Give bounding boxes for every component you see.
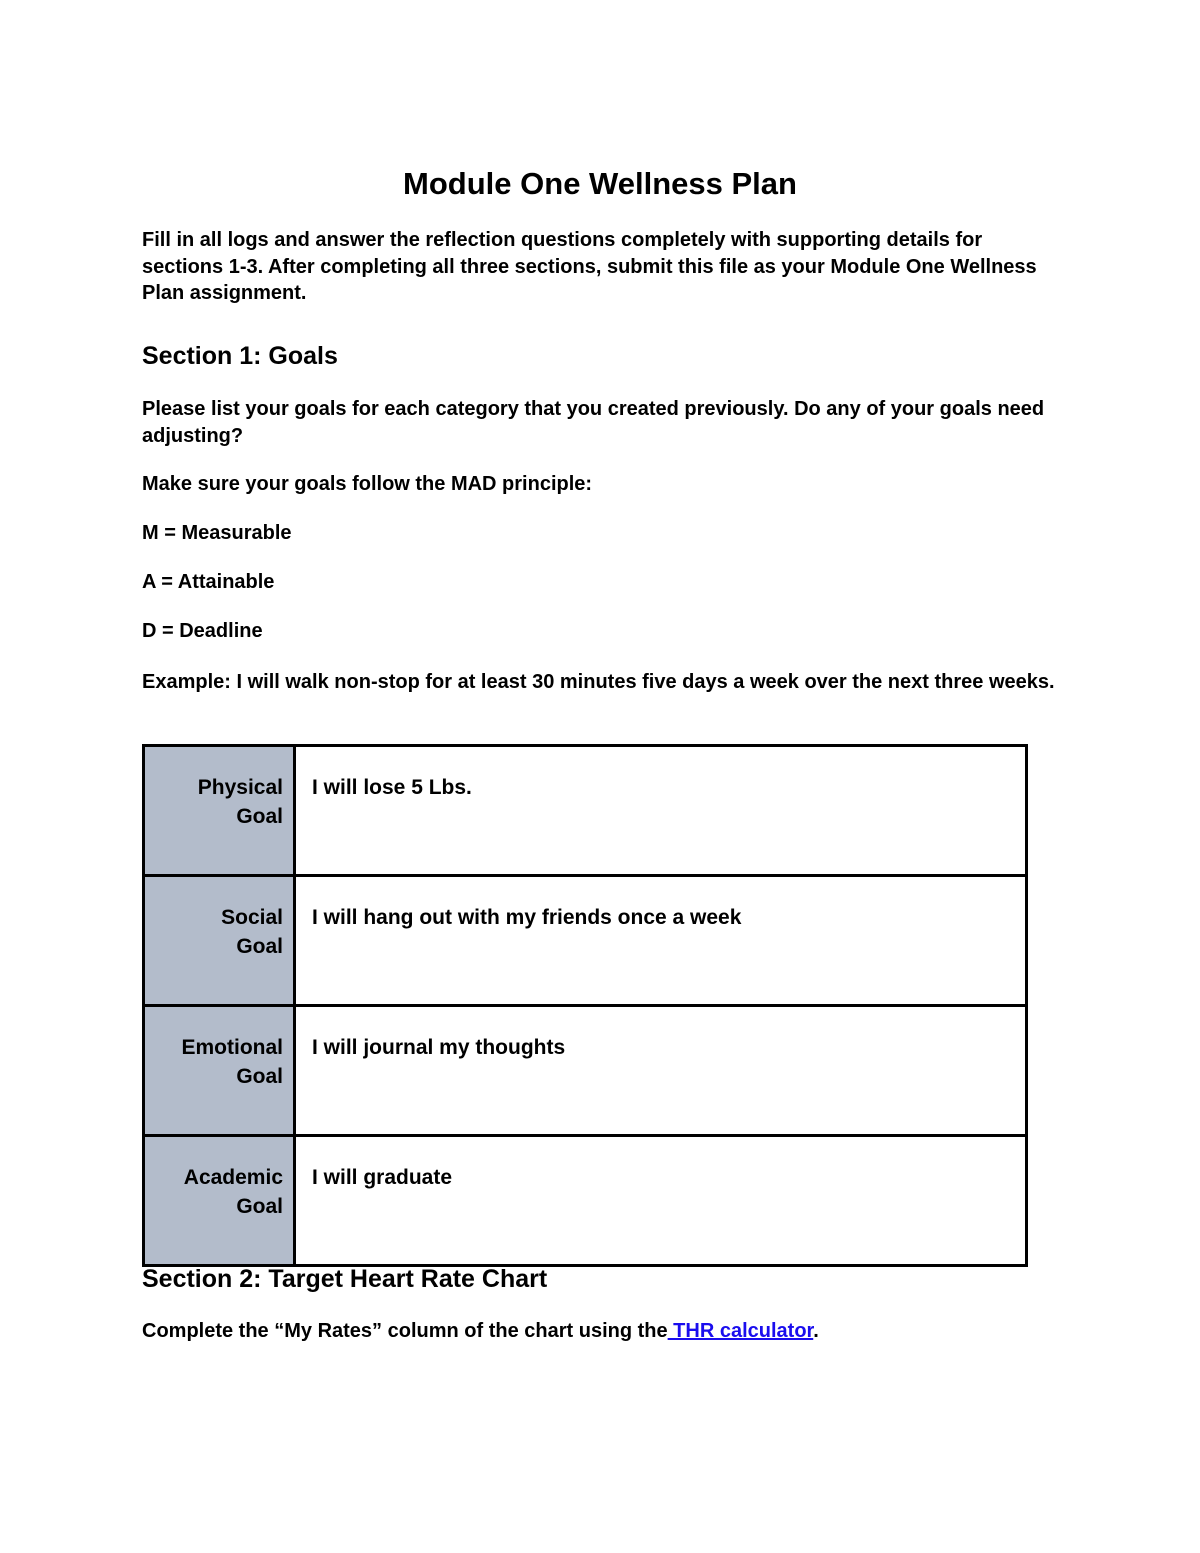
- mad-attainable: A = Attainable: [142, 571, 275, 593]
- goal-label-line2: Goal: [236, 1195, 283, 1218]
- instruction-suffix: .: [813, 1320, 819, 1342]
- goal-label-social: [144, 876, 295, 1006]
- goal-example: Example: I will walk non-stop for at least 30 minutes five days a week over the next three weeks.: [142, 671, 1055, 693]
- goal-label-emotional: [144, 1006, 295, 1136]
- table-row: [144, 746, 1027, 876]
- goal-label-academic: [144, 1136, 295, 1266]
- goal-label-line2: Goal: [236, 935, 283, 958]
- goal-value-academic[interactable]: I will graduate: [295, 1136, 1027, 1266]
- goal-value-social[interactable]: I will hang out with my friends once a week: [295, 876, 1027, 1006]
- intro-paragraph: Fill in all logs and answer the reflection questions completely with supporting details for sections 1-3. After completing all three sections, submit this file as your Module One Wellness Plan assignment.: [142, 229, 1037, 304]
- goal-label-line1: Emotional: [181, 1036, 283, 1059]
- instruction-prefix: Complete the “My Rates” column of the chart using the: [142, 1320, 668, 1342]
- section-1-prompt: Please list your goals for each category that you created previously. Do any of your goals need adjusting?: [142, 398, 1045, 447]
- goal-label-line1: Academic: [183, 1166, 283, 1189]
- mad-measurable: M = Measurable: [142, 522, 292, 544]
- goal-label-physical: [144, 746, 295, 876]
- section-1-heading: Section 1: Goals: [142, 342, 338, 370]
- section-2-heading: Section 2: Target Heart Rate Chart: [142, 1265, 548, 1293]
- goal-label-line1: Social: [221, 906, 283, 929]
- mad-principle-intro: Make sure your goals follow the MAD principle:: [142, 473, 593, 495]
- table-row: [144, 1136, 1027, 1266]
- goal-label-line1: Physical: [197, 776, 283, 799]
- mad-deadline: D = Deadline: [142, 620, 263, 642]
- goal-label-line2: Goal: [236, 1065, 283, 1088]
- table-row: [144, 876, 1027, 1006]
- table-row: [144, 1006, 1027, 1136]
- goal-value-physical[interactable]: I will lose 5 Lbs.: [295, 746, 1027, 876]
- document-title: Module One Wellness Plan: [403, 166, 797, 201]
- thr-calculator-link[interactable]: THR calculator: [667, 1320, 814, 1342]
- goal-value-emotional[interactable]: I will journal my thoughts: [295, 1006, 1027, 1136]
- goal-label-line2: Goal: [236, 805, 283, 828]
- goals-table: [142, 744, 1028, 1267]
- section-2-instruction: [142, 1318, 1062, 1345]
